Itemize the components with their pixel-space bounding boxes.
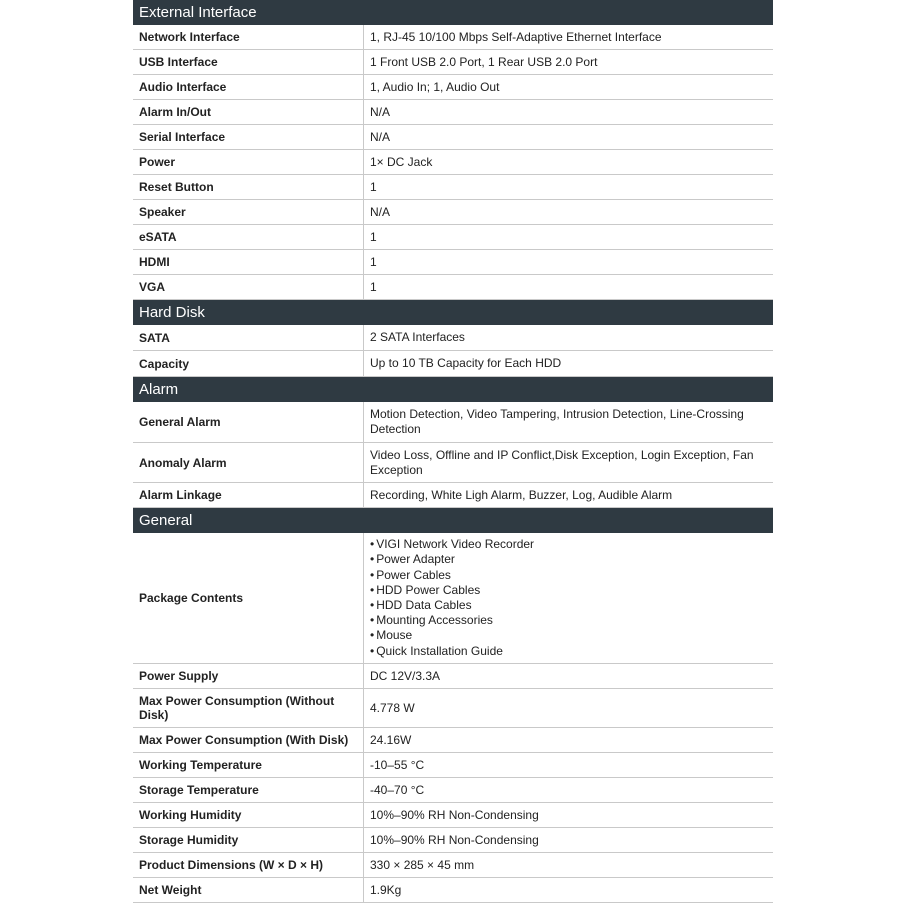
row-value: N/A (370, 129, 391, 144)
row-label: Storage Temperature (133, 778, 364, 802)
row-label: Product Dimensions (W × D × H) (133, 853, 364, 877)
row-value: 1.9Kg (370, 882, 402, 897)
table-row (133, 483, 773, 508)
section-header-external-interface: External Interface (133, 0, 773, 25)
row-label: Audio Interface (133, 75, 364, 99)
table-row (133, 778, 773, 803)
row-value: 2 SATA Interfaces (370, 330, 465, 344)
table-row (133, 125, 773, 150)
table-row (133, 351, 773, 377)
row-value: 10%–90% RH Non-Condensing (370, 807, 539, 822)
row-label: SATA (133, 325, 364, 350)
row-label: Package Contents (133, 533, 364, 663)
row-value: N/A (370, 204, 391, 219)
table-row (133, 689, 773, 728)
row-value: 10%–90% RH Non-Condensing (370, 832, 539, 847)
row-label: Serial Interface (133, 125, 364, 149)
row-value: Video Loss, Offline and IP Conflict,Disk Exception, Login Exception, Fan Exception (370, 447, 754, 477)
row-label: Alarm Linkage (133, 483, 364, 507)
row-value: DC 12V/3.3A (370, 668, 441, 683)
row-label: Capacity (133, 351, 364, 376)
table-row (133, 75, 773, 100)
row-value: 1 Front USB 2.0 Port, 1 Rear USB 2.0 Port (370, 54, 598, 69)
row-label: VGA (133, 275, 364, 299)
row-label: Storage Humidity (133, 828, 364, 852)
section-header-alarm: Alarm (133, 377, 773, 402)
table-row (133, 828, 773, 853)
row-label: Working Humidity (133, 803, 364, 827)
table-row (133, 25, 773, 50)
row-label: Anomaly Alarm (133, 443, 364, 482)
row-value: 1 (370, 254, 377, 269)
row-value: 24.16W (370, 732, 412, 747)
row-value: 1, RJ-45 10/100 Mbps Self-Adaptive Ethernet Interface (370, 29, 662, 44)
table-row (133, 753, 773, 778)
table-row (133, 664, 773, 689)
row-label: HDMI (133, 250, 364, 274)
row-value: 1 (370, 279, 377, 294)
list-item: • Power Cables (370, 568, 534, 583)
row-value: 1× DC Jack (370, 154, 433, 169)
table-row (133, 402, 773, 443)
row-label: Reset Button (133, 175, 364, 199)
row-label: General Alarm (133, 402, 364, 442)
row-value: Up to 10 TB Capacity for Each HDD (370, 356, 562, 370)
row-value: -40–70 °C (370, 782, 425, 797)
section-header-hard-disk: Hard Disk (133, 300, 773, 325)
table-row (133, 728, 773, 753)
row-label: Network Interface (133, 25, 364, 49)
table-row (133, 225, 773, 250)
row-label: USB Interface (133, 50, 364, 74)
row-value (364, 533, 773, 663)
table-row (133, 275, 773, 300)
list-item: • Quick Installation Guide (370, 644, 534, 659)
table-row (133, 853, 773, 878)
table-row (133, 803, 773, 828)
list-item: • Mouse (370, 628, 534, 643)
row-value: -10–55 °C (370, 757, 425, 772)
row-value: Recording, White Ligh Alarm, Buzzer, Log, Audible Alarm (370, 487, 673, 502)
row-value: 1 (370, 229, 377, 244)
table-row (133, 100, 773, 125)
row-label: Speaker (133, 200, 364, 224)
list-item: • Mounting Accessories (370, 613, 534, 628)
row-value: 4.778 W (370, 700, 415, 715)
row-label: eSATA (133, 225, 364, 249)
table-row (133, 250, 773, 275)
table-row (133, 325, 773, 351)
row-value: N/A (370, 104, 391, 119)
list-item: • HDD Power Cables (370, 583, 534, 598)
row-label: Max Power Consumption (With Disk) (133, 728, 364, 752)
list-item: • Power Adapter (370, 552, 534, 567)
list-item: • VIGI Network Video Recorder (370, 537, 534, 552)
table-row (133, 533, 773, 664)
row-value: 1 (370, 179, 377, 194)
table-row (133, 150, 773, 175)
row-value: 1, Audio In; 1, Audio Out (370, 79, 500, 94)
row-label: Net Weight (133, 878, 364, 902)
row-label: Max Power Consumption (Without Disk) (133, 689, 364, 727)
row-label: Working Temperature (133, 753, 364, 777)
row-value: Motion Detection, Video Tampering, Intrusion Detection, Line-Crossing Detection (370, 407, 744, 436)
row-label: Power (133, 150, 364, 174)
table-row (133, 175, 773, 200)
table-row (133, 878, 773, 903)
row-label: Alarm In/Out (133, 100, 364, 124)
table-row (133, 443, 773, 483)
package-contents-list (370, 537, 534, 659)
section-header-general: General (133, 508, 773, 533)
spec-table (133, 0, 773, 903)
row-label: Power Supply (133, 664, 364, 688)
list-item: • HDD Data Cables (370, 598, 534, 613)
table-row (133, 200, 773, 225)
table-row (133, 50, 773, 75)
row-value: 330 × 285 × 45 mm (370, 857, 475, 872)
